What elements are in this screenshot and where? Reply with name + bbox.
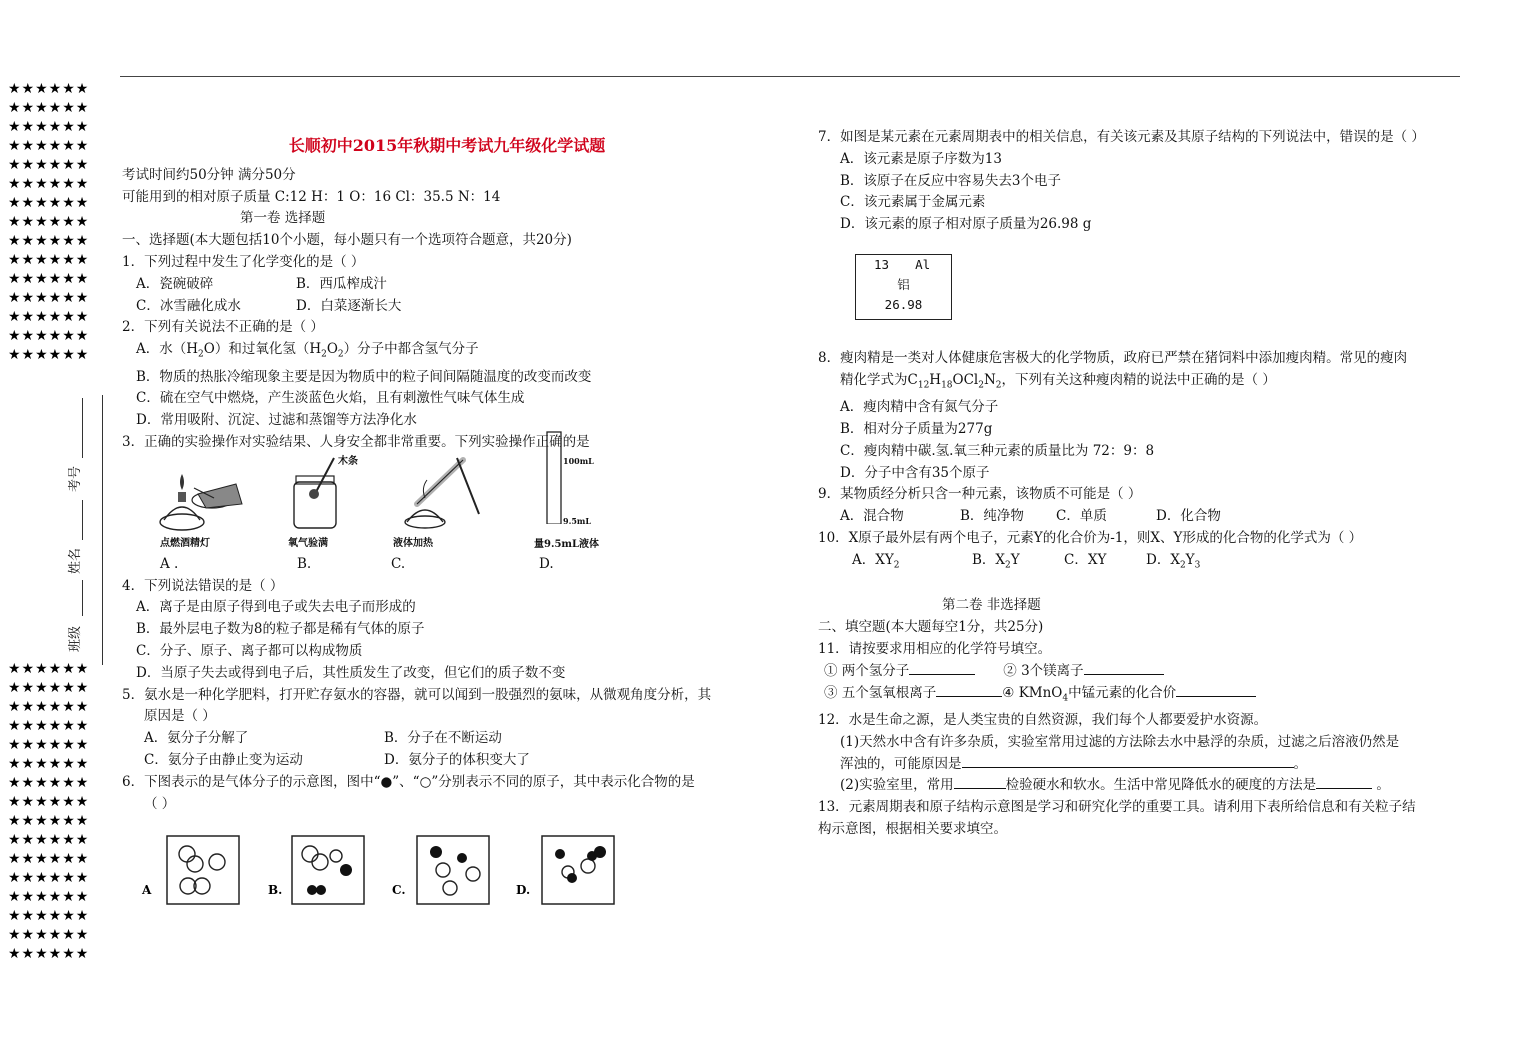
class-blank[interactable]: [82, 580, 83, 616]
exam-info: 考试时间约50分钟 满分50分: [122, 166, 296, 183]
svg-text:液体加热: 液体加热: [393, 537, 433, 549]
q3-option-b[interactable]: B.: [297, 555, 312, 572]
q11-blank-4[interactable]: [1176, 684, 1256, 697]
q8-option-c[interactable]: C．瘦肉精中碳.氢.氧三种元素的质量比为 72：9：8: [840, 442, 1155, 459]
svg-text:9.5mL: 9.5mL: [563, 515, 592, 524]
q8-option-a[interactable]: A．瘦肉精中含有氮气分子: [840, 399, 999, 416]
element-symbol: Al: [915, 257, 931, 272]
q9-option-c[interactable]: C．单质: [1056, 508, 1107, 525]
name-label: 姓名: [68, 547, 83, 574]
svg-text:B.: B.: [268, 883, 283, 897]
q7-option-a[interactable]: A．该元素是原子序数为13: [840, 150, 1002, 167]
q9-option-d[interactable]: D．化合物: [1156, 508, 1221, 525]
q10-stem: 10．X原子最外层有两个电子，元素Y的化合价为-1，则X、Y形成的化合物的化学式为（ ）: [818, 530, 1363, 547]
binding-line: [102, 395, 103, 665]
name-blank[interactable]: [82, 500, 83, 540]
section2-heading: 二、填空题(本大题每空1分，共25分): [818, 619, 1044, 636]
q1-options-ab: [122, 274, 772, 296]
q7-stem: 7．如图是某元素在元素周期表中的相关信息，有关该元素及其原子结构的下列说法中，错误的是（ ）: [818, 129, 1425, 145]
q2-option-c[interactable]: C．硫在空气中燃烧，产生淡蓝色火焰，且有刺激性气味气体生成: [136, 390, 525, 407]
q2-option-b[interactable]: B．物质的热胀冷缩现象主要是因为物质中的粒子间间隔随温度的改变而改变: [136, 368, 592, 385]
element-box-aluminium: [855, 254, 952, 320]
q5-option-a[interactable]: A．氨分子分解了: [144, 730, 249, 747]
q10-option-b[interactable]: B．$X_2Y$: [972, 551, 1020, 571]
q12-blank-2[interactable]: [954, 776, 1006, 789]
q6-stem-line2: （ ）: [144, 795, 176, 812]
q11-row2: ③ 五个氢氧根离子 ④ KMnO$_4$中锰元素的化合价: [818, 683, 1518, 710]
star-border-top: ★★★★★★ ★★★★★★ ★★★★★★ ★★★★★★ ★★★★★★ ★★★★★★ ★★★★★★ ★★★★★★ ★★★★★★ ★★★★★★ ★★★★★★ ★★★★★★ ★★★★★★ ★★★★★★ ★★★★★★: [8, 81, 90, 363]
star-border-bottom: ★★★★★★ ★★★★★★ ★★★★★★ ★★★★★★ ★★★★★★ ★★★★★★ ★★★★★★ ★★★★★★ ★★★★★★ ★★★★★★ ★★★★★★ ★★★★★★ ★★★★★★ ★★★★★★ ★★★★★★ ★★★★★★: [8, 661, 90, 962]
alcohol-lamp-figure: [154, 454, 264, 554]
q8-stem-line2: 精化学式为$C_{12}H_{18}OCl_2N_2$，下列有关这种瘦肉精的说法中正确的是（ ）: [840, 371, 1276, 391]
q12-part1-line2: 浑浊的，可能原因是 。: [840, 755, 1307, 772]
q3-stem: 3．正确的实验操作对实验结果、人身安全都非常重要。下列实验操作正确的是: [122, 434, 590, 451]
q10-options: [818, 550, 1518, 577]
right-column: [818, 127, 1518, 236]
atomic-masses: 可能用到的相对原子质量 C:12 H：1 O：16 Cl：35.5 N：14: [122, 188, 501, 205]
svg-text:D.: D.: [516, 883, 531, 897]
q9-options: [818, 506, 1518, 528]
q9-stem: 9．某物质经分析只含一种元素，该物质不可能是（ ）: [818, 486, 1142, 503]
class-label: 班级: [68, 625, 83, 652]
q3-option-d[interactable]: D.: [539, 555, 554, 572]
left-column: [122, 135, 772, 815]
q12-stem: 12．水是生命之源，是人类宝贵的自然资源，我们每个人都要爱护水资源。: [818, 712, 1268, 729]
q4-option-b[interactable]: B．最外层电子数为8的粒子都是稀有气体的原子: [136, 621, 425, 638]
part2-title: 第二卷 非选择题: [942, 597, 1041, 614]
q1-options-cd: [122, 296, 772, 318]
header-rule: [120, 76, 1460, 77]
molecule-box-a[interactable]: [141, 836, 239, 904]
q7-option-d[interactable]: D．该元素的原子相对原子质量为26.98 g: [840, 216, 1092, 233]
q8-option-b[interactable]: B．相对分子质量为277g: [840, 421, 993, 438]
cylinder-caption: 量9.5mL液体: [534, 538, 600, 550]
q5-stem-line2: 原因是（ ）: [144, 708, 216, 725]
q12-part2: (2)实验室里，常用 检验硬水和软水。生活中常见降低水的硬度的方法是 。: [840, 777, 1390, 794]
liquid-heating-figure: [387, 454, 497, 554]
q5-option-d[interactable]: D．氨分子的体积变大了: [384, 752, 530, 769]
q3-option-c[interactable]: C.: [391, 555, 406, 572]
q11-blank-1[interactable]: [909, 662, 975, 675]
q9-option-a[interactable]: A．混合物: [840, 508, 904, 525]
q9-option-b[interactable]: B．纯净物: [960, 508, 1024, 525]
q8-option-d[interactable]: D．分子中含有35个原子: [840, 464, 990, 481]
q4-option-a[interactable]: A．离子是由原子得到电子或失去电子而形成的: [136, 599, 416, 616]
svg-text:100mL: 100mL: [563, 455, 594, 466]
q2-option-a[interactable]: A．水$(H_2O)$和过氧化氢$(H_2O_2)$分子中都含氢气分子: [136, 341, 479, 360]
right-column-lower: [818, 348, 1518, 841]
page-title: 长顺初中2015年秋期中考试九年级化学试题: [288, 136, 606, 155]
q3-options: [122, 554, 772, 576]
q4-option-c[interactable]: C．分子、原子、离子都可以构成物质: [136, 643, 363, 660]
svg-text:C.: C.: [392, 883, 406, 897]
q1-option-c[interactable]: C．冰雪融化成水: [136, 297, 241, 314]
q10-option-a[interactable]: A．$XY_2$: [852, 551, 900, 571]
q12-blank-1[interactable]: [962, 755, 1294, 768]
q13-stem-line1: 13．元素周期表和原子结构示意图是学习和研究化学的重要工具。请利用下表所给信息和有关粒子结: [818, 799, 1416, 816]
q1-option-b[interactable]: B．西瓜榨成汁: [296, 275, 387, 292]
exam-no-blank[interactable]: [82, 398, 83, 458]
q3-figures: [122, 454, 772, 554]
molecule-box-b[interactable]: [268, 836, 364, 904]
q12-blank-3[interactable]: [1316, 776, 1372, 789]
q7-option-c[interactable]: C．该元素属于金属元素: [840, 194, 986, 211]
molecule-box-d[interactable]: [516, 836, 614, 904]
molecule-box-c[interactable]: [392, 836, 489, 904]
q3-option-a[interactable]: A .: [160, 555, 179, 572]
q13-stem-line2: 构示意图，根据相关要求填空。: [818, 821, 1007, 837]
svg-text:点燃酒精灯: 点燃酒精灯: [160, 537, 210, 549]
q2-stem: 2．下列有关说法不正确的是（ ）: [122, 319, 324, 336]
q4-stem: 4．下列说法错误的是（ ）: [122, 577, 284, 594]
element-name: 铝: [897, 277, 910, 292]
part1-title: 第一卷 选择题: [240, 210, 326, 227]
molecule-diagrams: [140, 832, 630, 912]
svg-text:木条: 木条: [338, 455, 358, 467]
q10-option-c[interactable]: C．XY: [1064, 551, 1107, 568]
q5-option-c[interactable]: C．氨分子由静止变为运动: [144, 752, 303, 769]
q1-option-a[interactable]: A．瓷碗破碎: [136, 275, 214, 292]
atomic-number: 13: [874, 257, 890, 272]
q11-blank-3[interactable]: [936, 684, 1002, 697]
q1-option-d[interactable]: D．白菜逐渐长大: [296, 297, 402, 314]
section1-heading: 一、选择题(本大题包括10个小题，每小题只有一个选项符合题意，共20分): [122, 232, 572, 249]
q5-options-cd: [122, 750, 772, 772]
q2-option-d[interactable]: D．常用吸附、沉淀、过滤和蒸馏等方法净化水: [136, 412, 417, 429]
svg-text:A: A: [142, 883, 152, 897]
q5-option-b[interactable]: B．分子在不断运动: [384, 730, 502, 747]
q12-part1-line1: (1)天然水中含有许多杂质，实验室常用过滤的方法除去水中悬浮的杂质，过滤之后溶液仍然是: [840, 733, 1400, 750]
atomic-mass: 26.98: [884, 297, 923, 312]
q11-blank-2[interactable]: [1084, 662, 1164, 675]
q5-options-ab: [122, 728, 772, 750]
oxygen-test-figure: [282, 454, 392, 554]
svg-text:氧气验满: 氧气验满: [288, 537, 328, 549]
q4-option-d[interactable]: D．当原子失去或得到电子后，其性质发生了改变，但它们的质子数不变: [136, 664, 566, 681]
exam-no-label: 考号: [68, 465, 83, 492]
q11-stem: 11．请按要求用相应的化学符号填空。: [818, 640, 1052, 657]
q8-stem-line1: 8．瘦肉精是一类对人体健康危害极大的化学物质，政府已严禁在猪饲料中添加瘦肉精。常见的瘦肉: [818, 350, 1408, 366]
q5-stem-line1: 5．氨水是一种化学肥料，打开贮存氨水的容器，就可以闻到一股强烈的氨味，从微观角度分析，其: [122, 686, 712, 703]
q7-option-b[interactable]: B．该原子在反应中容易失去3个电子: [840, 172, 1062, 189]
q1-stem: 1．下列过程中发生了化学变化的是（ ）: [122, 253, 365, 270]
q6-stem-line1: 6．下图表示的是气体分子的示意图，图中“●”、“○”分别表示不同的原子，其中表示化合物的是: [122, 773, 695, 790]
q11-row1: ① 两个氢分子 ② 3个镁离子: [818, 661, 1518, 683]
q10-option-d[interactable]: D．$X_2Y_3$: [1146, 551, 1201, 571]
graduated-cylinder-figure: [527, 424, 637, 524]
